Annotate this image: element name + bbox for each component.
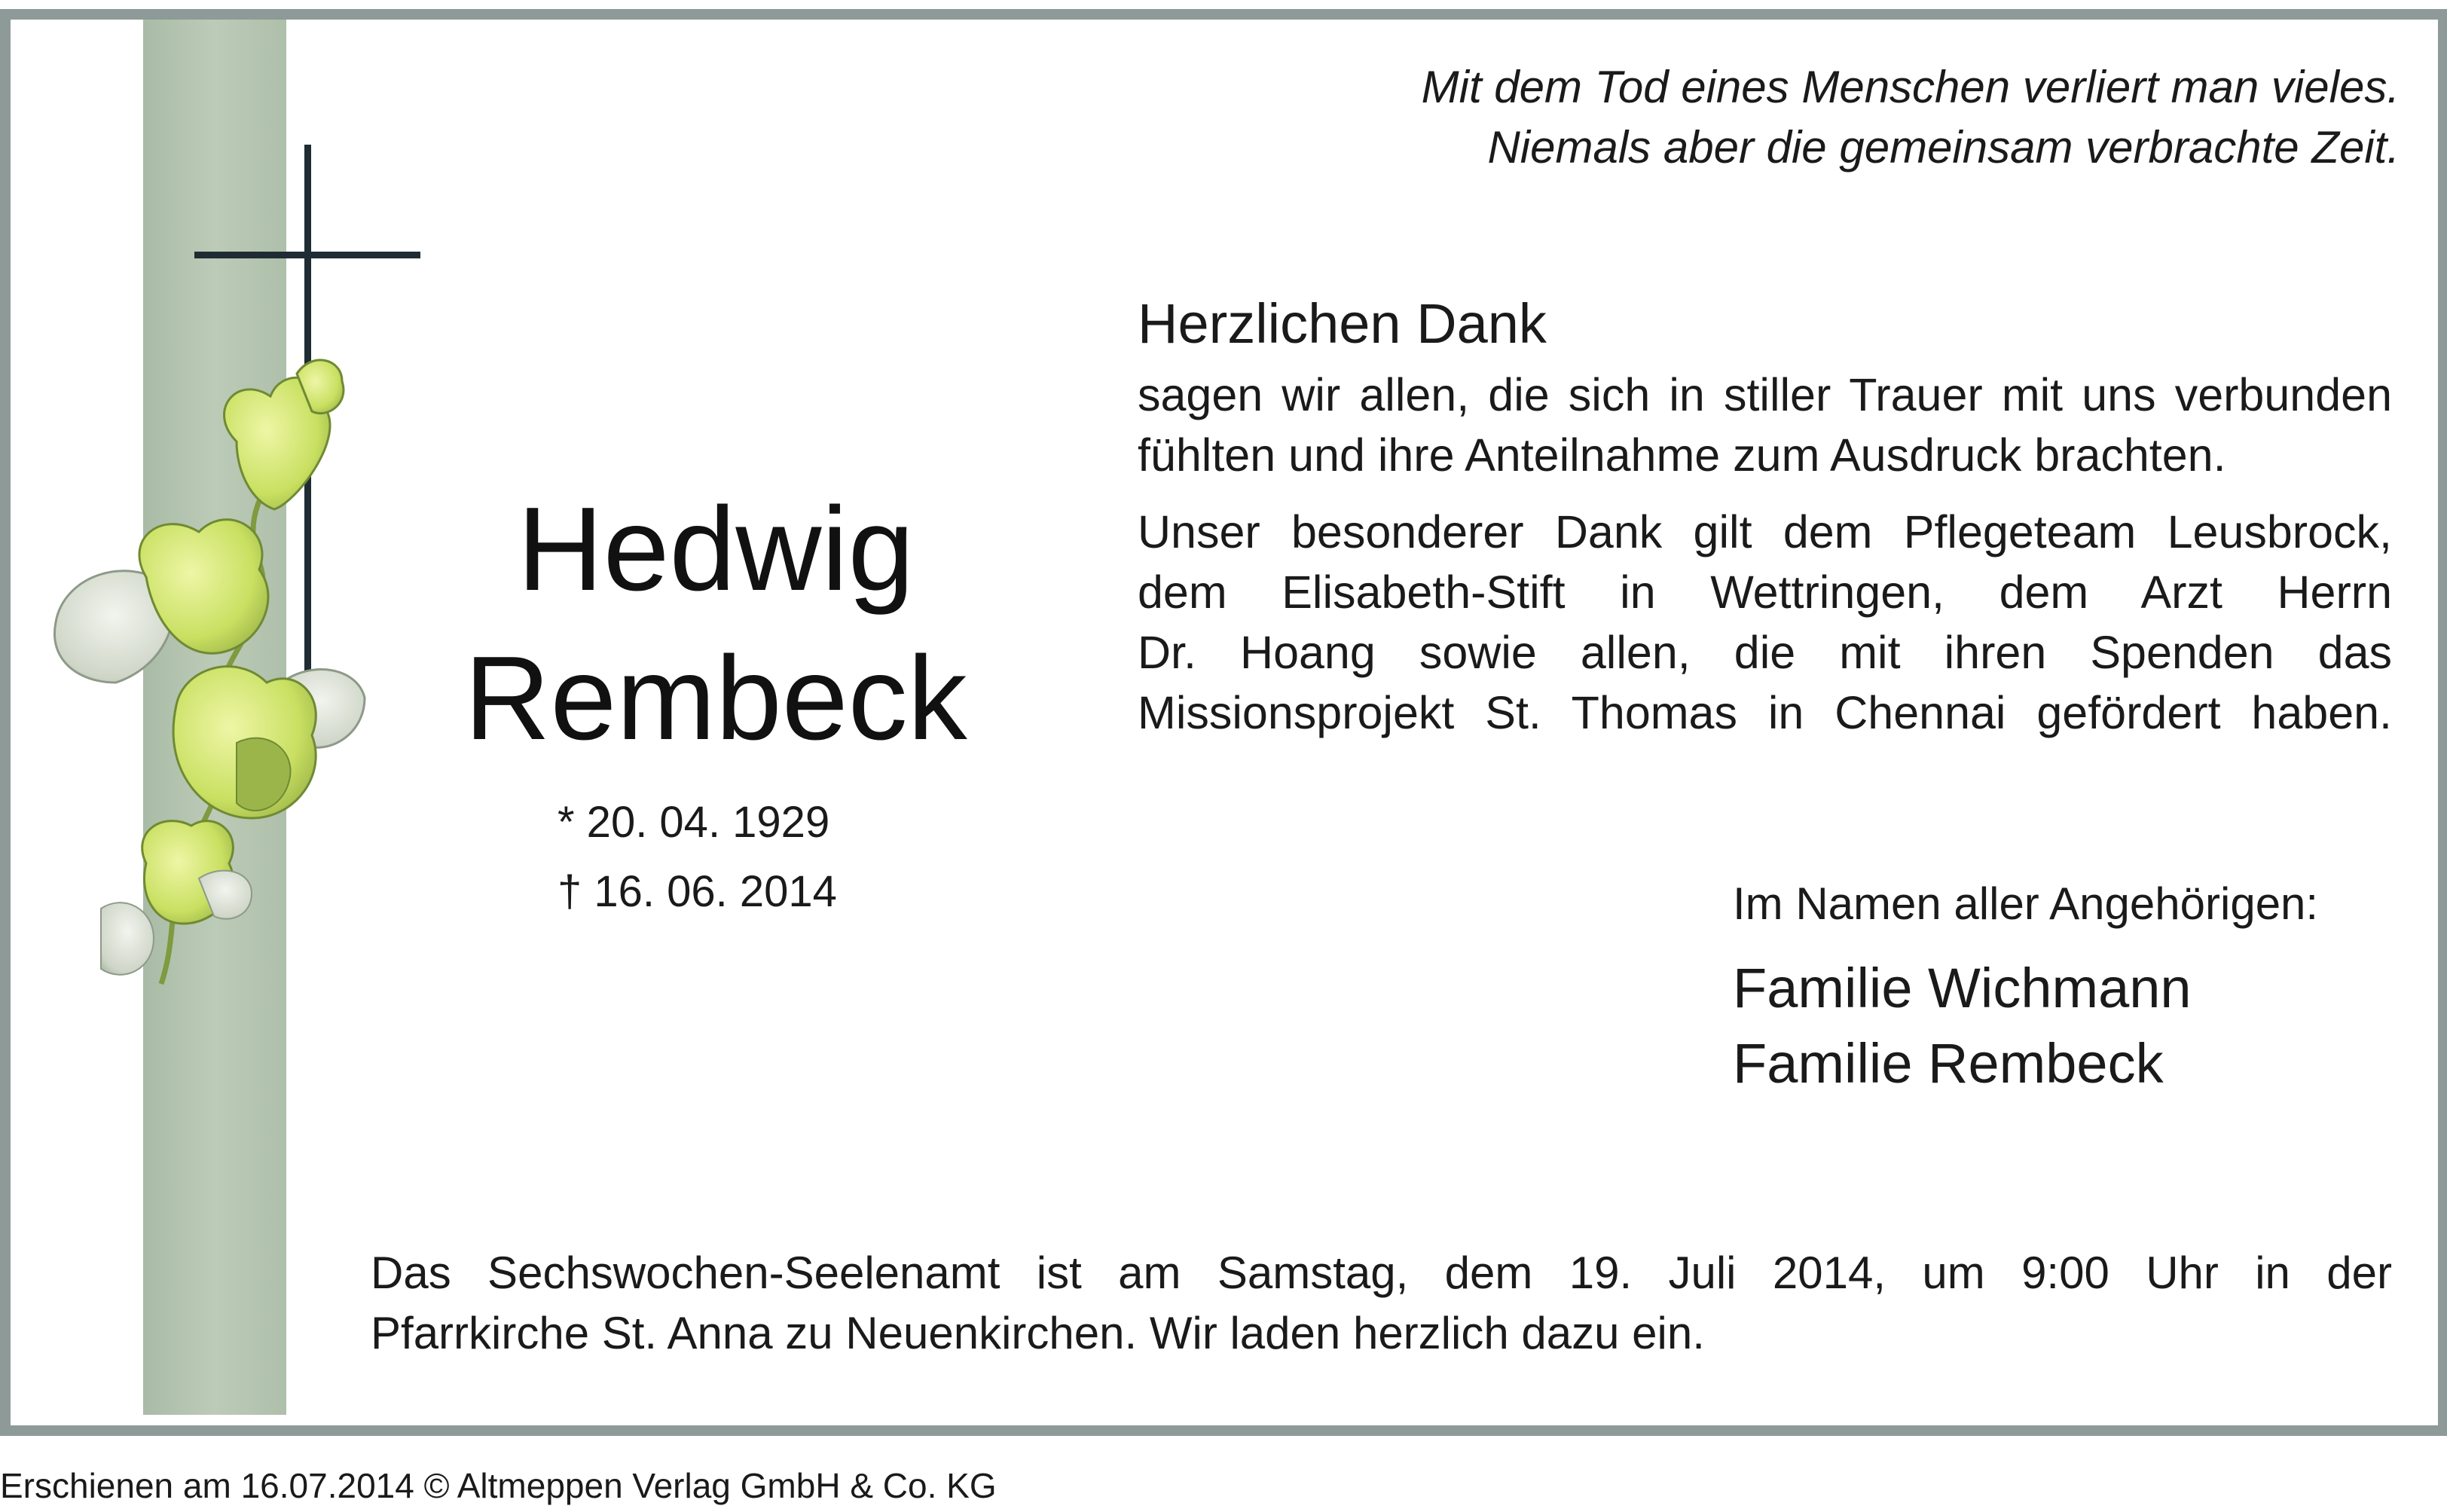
thanks-line: sagen wir allen, die sich in stiller Trauer mit uns verbunden [1138,369,2392,420]
thanks-paragraph-1 [1138,365,2392,485]
thanks-line: Unser besonderer Dank gilt dem Pflegeteam Leusbrock, [1138,506,2392,557]
cross-ivy-decoration [11,20,432,1415]
deceased-last-name: Rembeck [464,632,967,765]
thanks-line: dem Elisabeth-Stift in Wettringen, dem Arzt Herrn [1138,567,2392,618]
cross-horizontal-beam [194,252,420,258]
signature-family: Familie Rembeck [1733,1032,2164,1095]
thanks-paragraph-2 [1138,502,2392,743]
quote-line: Mit dem Tod eines Menschen verliert man vieles. [1421,62,2400,112]
life-dates [558,788,874,927]
thanks-line: Dr. Hoang sowie allen, die mit ihren Spenden das [1138,627,2392,678]
signature-intro: Im Namen aller Angehörigen: [1733,878,2319,929]
thanks-title: Herzlichen Dank [1138,292,1547,355]
thanks-line: fühlten und ihre Anteilnahme zum Ausdruck brachten. [1138,429,2226,481]
signature-block [1733,874,2396,1101]
quote [1205,57,2400,178]
birth-date: * 20. 04. 1929 [558,798,830,847]
mass-notice [371,1243,2392,1364]
mass-notice-line: Pfarrkirche St. Anna zu Neuenkirchen. Wir laden herzlich dazu ein. [371,1308,1705,1358]
thanks-line: Missionsprojekt St. Thomas in Chennai gefördert haben. [1138,687,2392,738]
signature-family: Familie Wichmann [1733,957,2192,1019]
deceased-first-name: Hedwig [517,483,915,615]
quote-line: Niemals aber die gemeinsam verbrachte Zeit. [1487,122,2400,173]
deceased-name [392,475,1040,773]
publication-footer: Erschienen am 16.07.2014 © Altmeppen Verlag GmbH & Co. KG [0,1466,997,1505]
thanks-section [1138,286,2392,759]
death-date: † 16. 06. 2014 [558,867,837,916]
mass-notice-line: Das Sechswochen-Seelenamt ist am Samstag, dem 19. Juli 2014, um 9:00 Uhr in der [371,1248,2392,1298]
